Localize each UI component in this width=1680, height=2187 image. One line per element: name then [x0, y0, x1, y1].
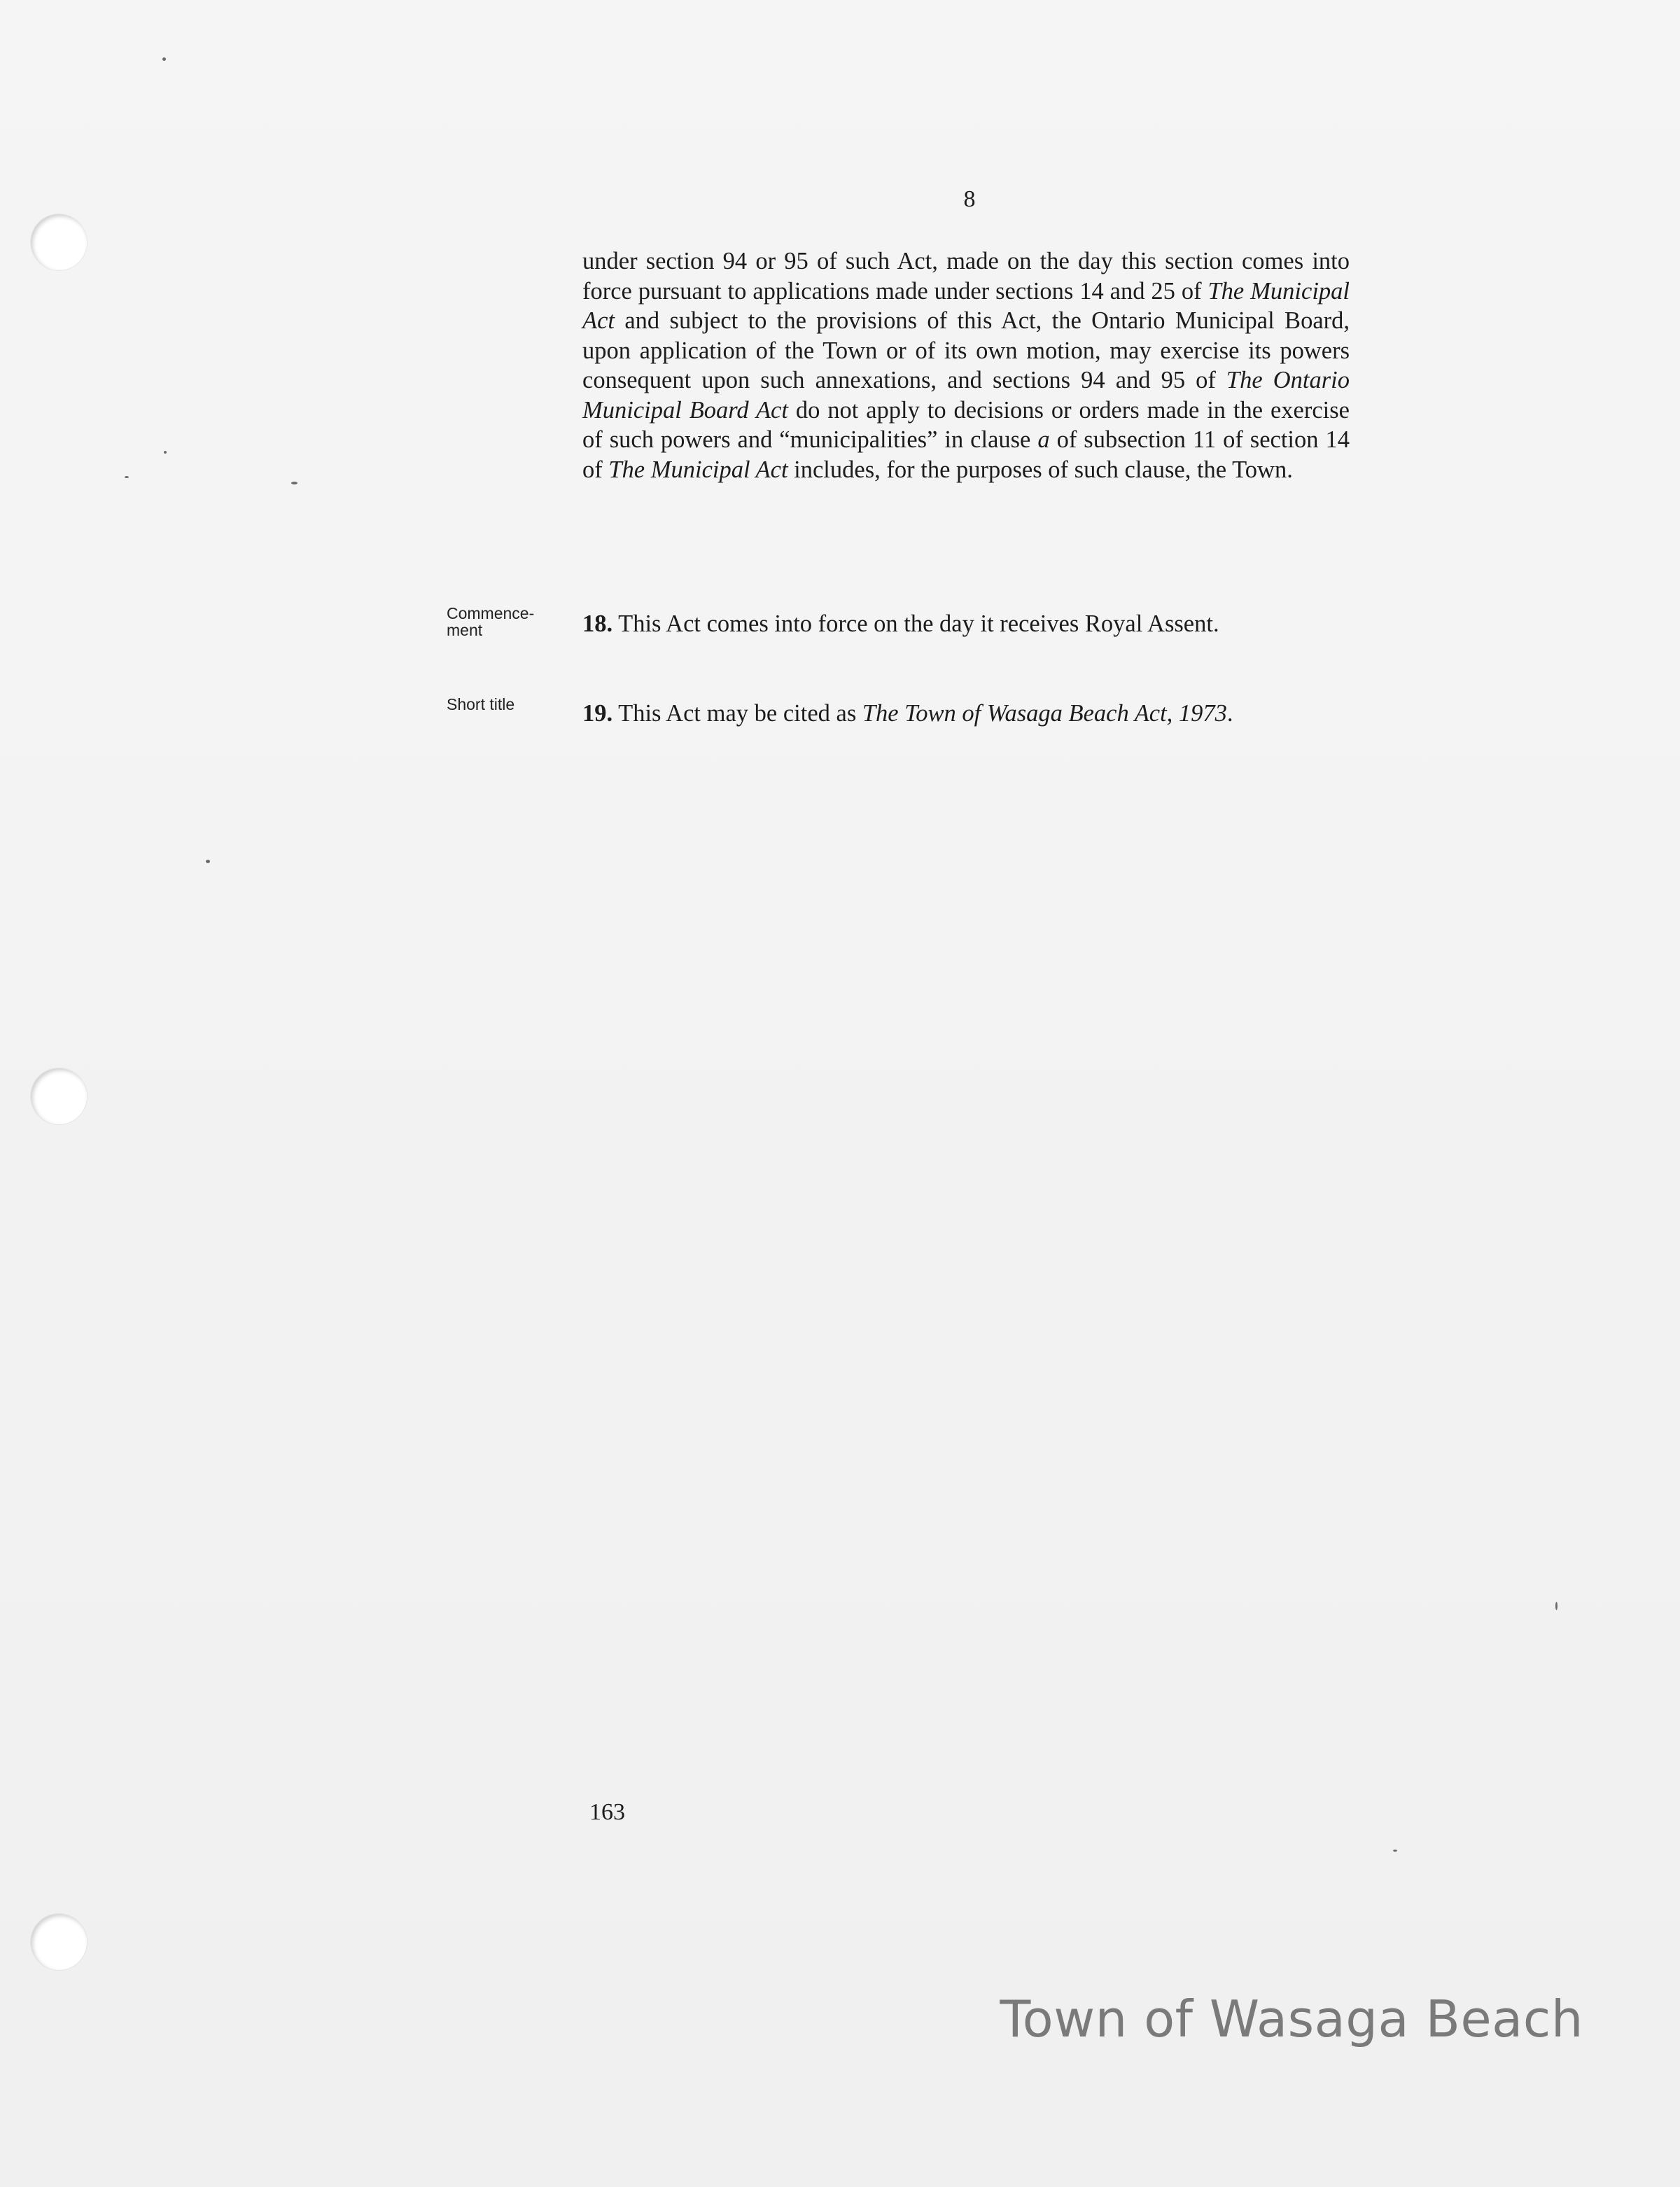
section-text: This Act comes into force on the day it receives Royal Assent. — [612, 610, 1219, 637]
speck — [1555, 1602, 1558, 1610]
margin-note-commencement: Commence- ment — [447, 604, 535, 639]
section-text: This Act may be cited as — [612, 700, 862, 727]
speck — [162, 57, 166, 61]
paragraph-text: under section 94 or 95 of such Act, made on the day this section comes into force pursuant to applications made under sections 14 and 25 of — [582, 248, 1350, 305]
section-19 — [582, 699, 1350, 729]
punch-hole-middle — [31, 1068, 87, 1124]
speck — [206, 860, 210, 863]
speck — [164, 451, 167, 454]
act-title-italic: The Municipal Act — [608, 456, 788, 483]
paragraph-text: of subsection 11 of section 14 of — [582, 426, 1350, 483]
paragraph-text: and subject to the provisions of this Act, the Ontario Municipal Board, upon application of the Town or of its own motion, may exercise its powers consequent upon such annexations, and sections 94 and 95 of — [582, 307, 1350, 393]
section-18 — [582, 609, 1350, 639]
section-number: 18. — [582, 610, 613, 637]
clause-letter-italic: a — [1037, 426, 1050, 453]
margin-note-short-title: Short title — [447, 695, 515, 713]
bottom-page-number: 163 — [589, 1799, 625, 1825]
paragraph-continuation — [582, 246, 1350, 484]
act-title-italic: The Ontario Municipal Board Act — [582, 367, 1350, 424]
section-text: . — [1226, 700, 1233, 727]
paragraph-text: includes, for the purposes of such clause, the Town. — [788, 456, 1293, 483]
watermark: Town of Wasaga Beach — [1000, 1990, 1583, 2048]
section-number: 19. — [582, 700, 613, 727]
punch-hole-top — [31, 214, 87, 270]
top-page-number: 8 — [963, 186, 976, 212]
act-title-italic: The Municipal Act — [582, 277, 1350, 334]
speck — [125, 476, 129, 478]
paragraph-text: do not apply to decisions or orders made in the exercise of such powers and “municipalities” in clause — [582, 396, 1350, 453]
speck — [1393, 1850, 1397, 1852]
punch-hole-bottom — [31, 1914, 87, 1970]
speck — [291, 482, 298, 484]
act-title-italic: The Town of Wasaga Beach Act, 1973 — [862, 700, 1227, 727]
